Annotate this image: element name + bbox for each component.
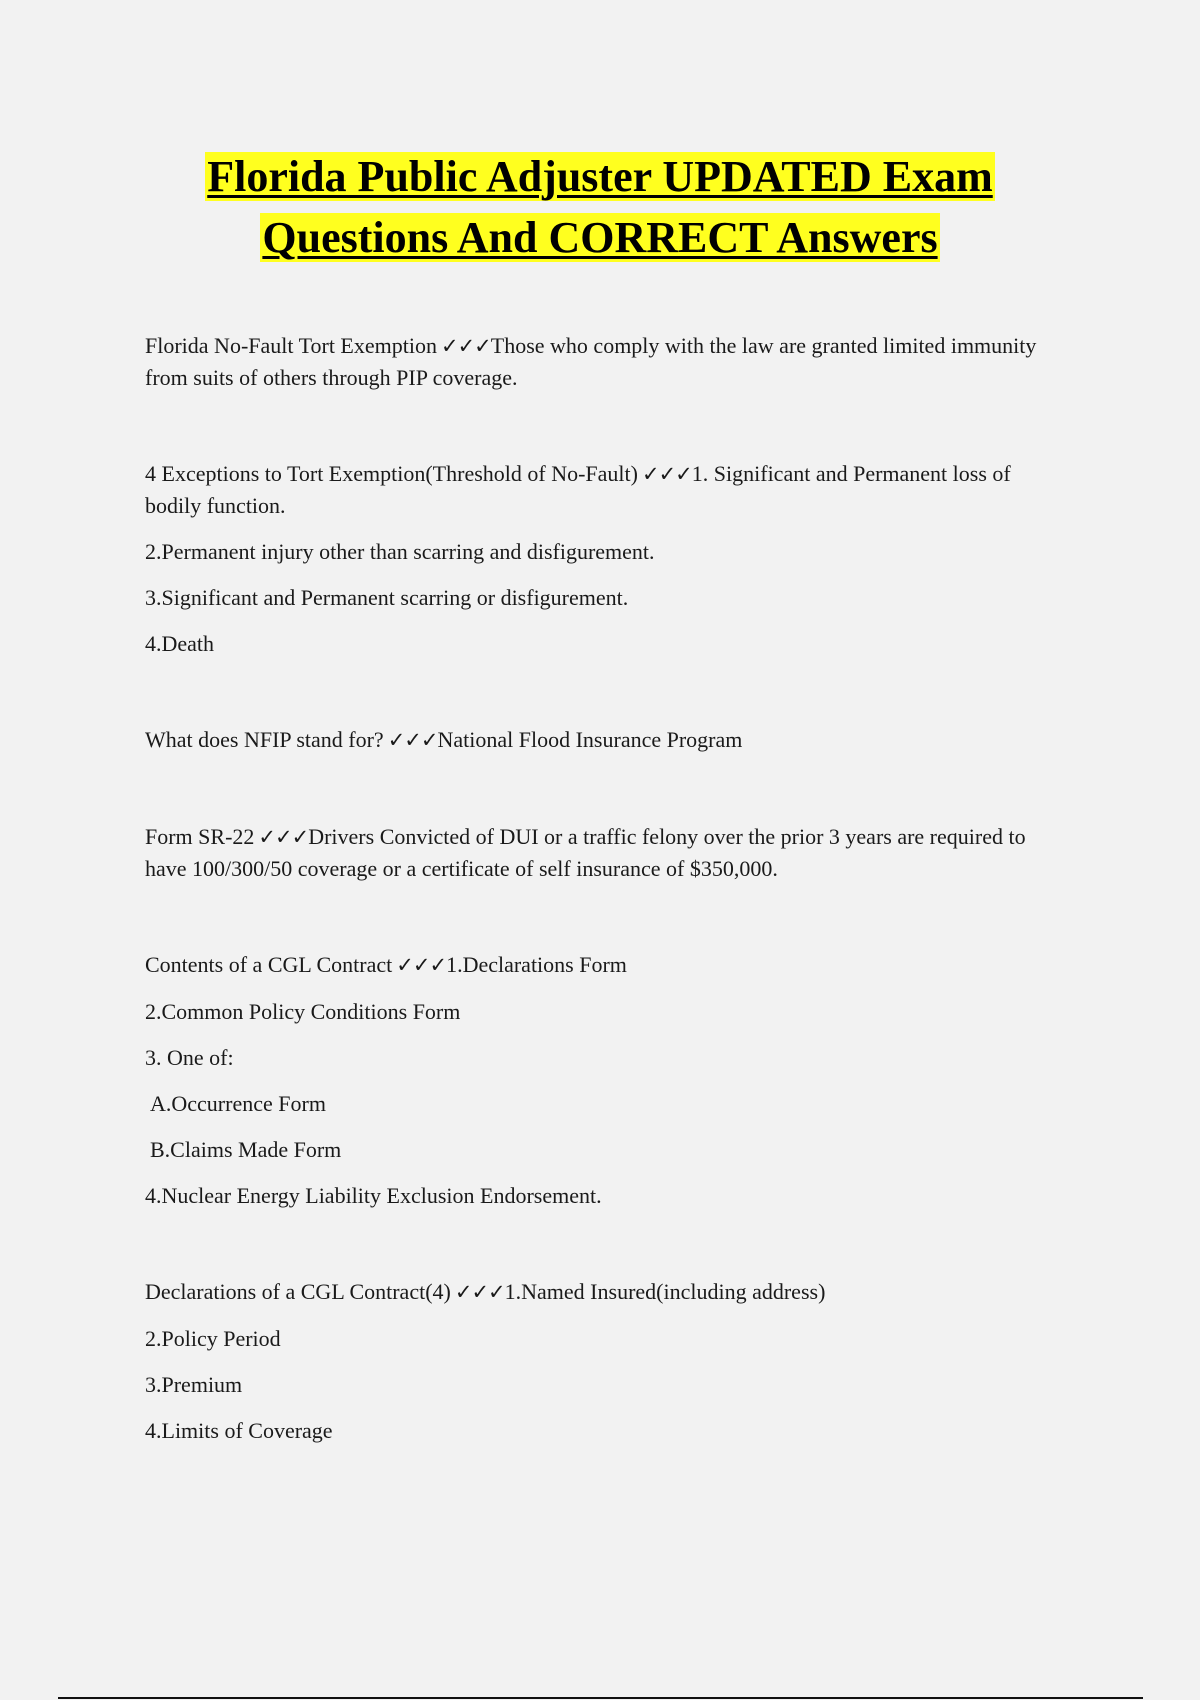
answer-line: 4.Death <box>145 631 215 656</box>
qa-item <box>145 949 1045 981</box>
answer-text: Drivers Convicted of DUI or a traffic felony over the prior 3 years are required to have 100/300/50 coverage or a certificate of self insurance of $350,000. <box>145 824 1026 881</box>
answer-line: 3.Premium <box>145 1372 243 1397</box>
question-text: What does NFIP stand for? <box>145 727 384 752</box>
answer-line: B.Claims Made Form <box>150 1137 342 1162</box>
check-mark-icon: ✓✓✓ <box>641 462 692 486</box>
qa-item <box>145 330 1045 393</box>
answer-text: 1.Declarations Form <box>446 952 627 977</box>
check-mark-icon: ✓✓✓ <box>454 1280 505 1304</box>
check-mark-icon: ✓✓✓ <box>440 334 491 358</box>
question-text: Contents of a CGL Contract <box>145 952 393 977</box>
question-text: Florida No-Fault Tort Exemption <box>145 333 437 358</box>
title-line-2: Questions And CORRECT Answers <box>262 213 938 262</box>
qa-item <box>145 458 1045 521</box>
answer-text: 1. Significant and Permanent loss of bodily function. <box>145 461 1011 518</box>
answer-text: 1.Named Insured(including address) <box>504 1279 826 1304</box>
document-title <box>100 146 1100 268</box>
question-text: 4 Exceptions to Tort Exemption(Threshold of No-Fault) <box>145 461 638 486</box>
footer-divider <box>58 1697 1143 1699</box>
question-text: Form SR-22 <box>145 824 255 849</box>
question-text: Declarations of a CGL Contract(4) <box>145 1279 451 1304</box>
check-mark-icon: ✓✓✓ <box>387 728 438 752</box>
answer-line: 3.Significant and Permanent scarring or disfigurement. <box>145 585 629 610</box>
answer-line: 2.Permanent injury other than scarring and disfigurement. <box>145 539 655 564</box>
title-line-1: Florida Public Adjuster UPDATED Exam <box>207 152 993 201</box>
answer-line: 3. One of: <box>145 1045 234 1070</box>
answer-line: A.Occurrence Form <box>150 1091 326 1116</box>
check-mark-icon: ✓✓✓ <box>396 953 447 977</box>
qa-item <box>145 1276 1045 1308</box>
check-mark-icon: ✓✓✓ <box>258 825 309 849</box>
answer-line: 2.Common Policy Conditions Form <box>145 999 461 1024</box>
answer-line: 2.Policy Period <box>145 1326 281 1351</box>
qa-item <box>145 724 1045 756</box>
answer-text: Those who comply with the law are granted limited immunity from suits of others through PIP coverage. <box>145 333 1037 390</box>
answer-line: 4.Limits of Coverage <box>145 1418 333 1443</box>
qa-list <box>145 330 1045 1461</box>
answer-line: 4.Nuclear Energy Liability Exclusion Endorsement. <box>145 1183 602 1208</box>
answer-text: National Flood Insurance Program <box>437 727 743 752</box>
qa-item <box>145 821 1045 884</box>
